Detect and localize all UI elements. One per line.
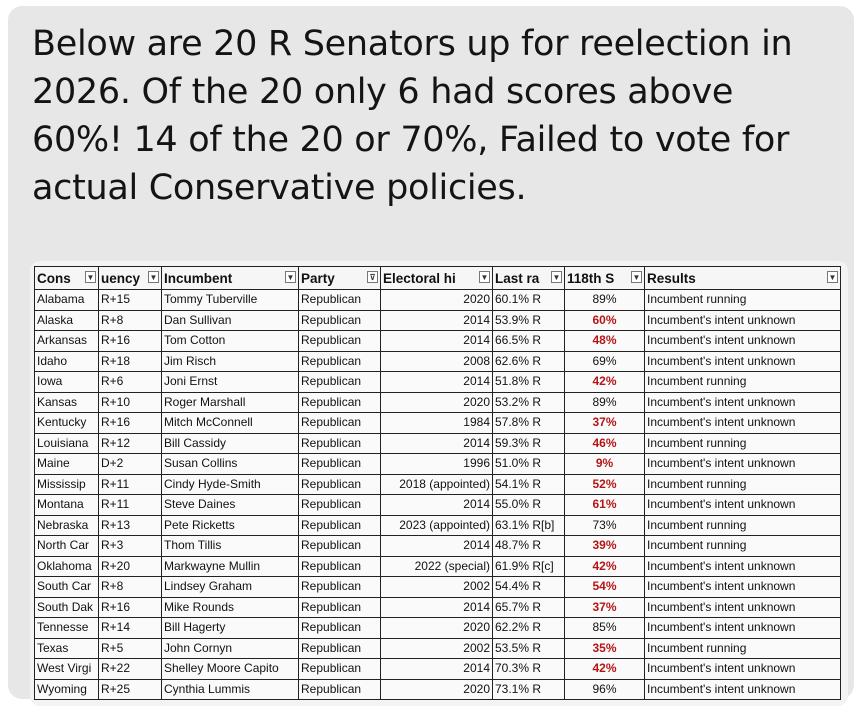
cell-result[interactable]: Incumbent's intent unknown: [645, 331, 841, 352]
cell-pvi[interactable]: R+16: [99, 331, 162, 352]
dropdown-filter-icon[interactable]: ▼: [480, 273, 489, 282]
col-header-results[interactable]: Results ▼: [645, 267, 841, 290]
cell-state[interactable]: West Virgi: [35, 659, 99, 680]
cell-118th-score[interactable]: 73%: [565, 515, 645, 536]
cell-pvi[interactable]: R+12: [99, 433, 162, 454]
cell-state[interactable]: North Car: [35, 536, 99, 557]
cell-118th-score[interactable]: 96%: [565, 679, 645, 700]
cell-electoral-history[interactable]: 2014: [381, 495, 493, 516]
dropdown-filter-icon[interactable]: ▼: [552, 273, 561, 282]
cell-result[interactable]: Incumbent's intent unknown: [645, 351, 841, 372]
cell-electoral-history[interactable]: 2022 (special): [381, 556, 493, 577]
cell-state[interactable]: Montana: [35, 495, 99, 516]
cell-118th-score[interactable]: 52%: [565, 474, 645, 495]
cell-118th-score[interactable]: 42%: [565, 659, 645, 680]
post-card: [8, 6, 854, 699]
cell-state[interactable]: Maine: [35, 454, 99, 475]
cell-118th-score[interactable]: 60%: [565, 310, 645, 331]
cell-electoral-history[interactable]: 2014: [381, 659, 493, 680]
cell-result[interactable]: Incumbent's intent unknown: [645, 413, 841, 434]
cell-118th-score[interactable]: 42%: [565, 372, 645, 393]
table-row: [35, 372, 841, 393]
cell-last-race[interactable]: 63.1% R[b]: [493, 515, 565, 536]
cell-pvi[interactable]: R+13: [99, 515, 162, 536]
table-row: [35, 536, 841, 557]
cell-pvi[interactable]: R+8: [99, 310, 162, 331]
cell-state[interactable]: Oklahoma: [35, 556, 99, 577]
cell-party[interactable]: Republican: [299, 433, 381, 454]
cell-118th-score[interactable]: 89%: [565, 392, 645, 413]
cell-last-race[interactable]: 65.7% R: [493, 597, 565, 618]
cell-party[interactable]: Republican: [299, 577, 381, 598]
cell-incumbent[interactable]: Susan Collins: [162, 454, 299, 475]
col-header-pvi[interactable]: uency ▼: [99, 267, 162, 290]
cell-pvi[interactable]: R+18: [99, 351, 162, 372]
cell-party[interactable]: Republican: [299, 679, 381, 700]
spreadsheet-image: [30, 261, 848, 706]
cell-last-race[interactable]: 55.0% R: [493, 495, 565, 516]
cell-last-race[interactable]: 62.2% R: [493, 618, 565, 639]
col-header-party[interactable]: Party ⊽: [299, 267, 381, 290]
cell-incumbent[interactable]: Mitch McConnell: [162, 413, 299, 434]
cell-result[interactable]: Incumbent running: [645, 290, 841, 311]
cell-incumbent[interactable]: Joni Ernst: [162, 372, 299, 393]
cell-pvi[interactable]: R+8: [99, 577, 162, 598]
cell-electoral-history[interactable]: 2018 (appointed): [381, 474, 493, 495]
cell-118th-score[interactable]: 46%: [565, 433, 645, 454]
cell-incumbent[interactable]: Bill Hagerty: [162, 618, 299, 639]
cell-pvi[interactable]: R+20: [99, 556, 162, 577]
cell-electoral-history[interactable]: 2002: [381, 577, 493, 598]
cell-result[interactable]: Incumbent running: [645, 433, 841, 454]
cell-last-race[interactable]: 53.2% R: [493, 392, 565, 413]
cell-party[interactable]: Republican: [299, 290, 381, 311]
cell-result[interactable]: Incumbent's intent unknown: [645, 495, 841, 516]
cell-party[interactable]: Republican: [299, 638, 381, 659]
cell-state[interactable]: Tennesse: [35, 618, 99, 639]
cell-last-race[interactable]: 60.1% R: [493, 290, 565, 311]
cell-party[interactable]: Republican: [299, 392, 381, 413]
cell-incumbent[interactable]: Pete Ricketts: [162, 515, 299, 536]
table-body: [35, 290, 841, 700]
cell-118th-score[interactable]: 35%: [565, 638, 645, 659]
cell-state[interactable]: Wyoming: [35, 679, 99, 700]
cell-electoral-history[interactable]: 2020: [381, 679, 493, 700]
cell-pvi[interactable]: R+6: [99, 372, 162, 393]
table-row: [35, 638, 841, 659]
cell-118th-score[interactable]: 9%: [565, 454, 645, 475]
cell-electoral-history[interactable]: 2014: [381, 597, 493, 618]
cell-118th-score[interactable]: 54%: [565, 577, 645, 598]
table-row: [35, 597, 841, 618]
cell-electoral-history[interactable]: 1984: [381, 413, 493, 434]
cell-state[interactable]: Mississip: [35, 474, 99, 495]
cell-state[interactable]: Arkansas: [35, 331, 99, 352]
cell-electoral-history[interactable]: 2020: [381, 618, 493, 639]
col-header-incumbent[interactable]: Incumbent ▼: [162, 267, 299, 290]
cell-pvi[interactable]: R+16: [99, 597, 162, 618]
cell-last-race[interactable]: 53.9% R: [493, 310, 565, 331]
cell-state[interactable]: Iowa: [35, 372, 99, 393]
cell-result[interactable]: Incumbent running: [645, 515, 841, 536]
cell-electoral-history[interactable]: 2020: [381, 290, 493, 311]
cell-electoral-history[interactable]: 2014: [381, 372, 493, 393]
cell-electoral-history[interactable]: 2014: [381, 433, 493, 454]
cell-result[interactable]: Incumbent running: [645, 474, 841, 495]
dropdown-filter-icon[interactable]: ▼: [632, 273, 641, 282]
cell-result[interactable]: Incumbent running: [645, 372, 841, 393]
cell-result[interactable]: Incumbent's intent unknown: [645, 310, 841, 331]
cell-party[interactable]: Republican: [299, 515, 381, 536]
cell-state[interactable]: Texas: [35, 638, 99, 659]
cell-electoral-history[interactable]: 2014: [381, 536, 493, 557]
cell-result[interactable]: Incumbent's intent unknown: [645, 577, 841, 598]
table-row: [35, 679, 841, 700]
table-row: [35, 556, 841, 577]
table-row: [35, 413, 841, 434]
filter-active-icon[interactable]: ⊽: [367, 271, 378, 283]
cell-118th-score[interactable]: 48%: [565, 331, 645, 352]
cell-result[interactable]: Incumbent's intent unknown: [645, 454, 841, 475]
col-header-constituency[interactable]: Cons ▼: [35, 267, 99, 290]
cell-last-race[interactable]: 73.1% R: [493, 679, 565, 700]
dropdown-filter-icon[interactable]: ▼: [149, 273, 158, 282]
cell-last-race[interactable]: 51.8% R: [493, 372, 565, 393]
cell-118th-score[interactable]: 37%: [565, 597, 645, 618]
cell-pvi[interactable]: R+11: [99, 495, 162, 516]
dropdown-filter-icon[interactable]: ▼: [286, 273, 295, 282]
cell-last-race[interactable]: 53.5% R: [493, 638, 565, 659]
table-row: [35, 433, 841, 454]
cell-last-race[interactable]: 54.4% R: [493, 577, 565, 598]
cell-party[interactable]: Republican: [299, 351, 381, 372]
cell-incumbent[interactable]: Cynthia Lummis: [162, 679, 299, 700]
cell-party[interactable]: Republican: [299, 556, 381, 577]
cell-party[interactable]: Republican: [299, 495, 381, 516]
cell-incumbent[interactable]: Roger Marshall: [162, 392, 299, 413]
table-row: [35, 290, 841, 311]
cell-electoral-history[interactable]: 2008: [381, 351, 493, 372]
col-header-118th-score[interactable]: 118th S ▼: [565, 267, 645, 290]
senators-table: [34, 266, 841, 700]
cell-last-race[interactable]: 62.6% R: [493, 351, 565, 372]
cell-result[interactable]: Incumbent running: [645, 536, 841, 557]
cell-party[interactable]: Republican: [299, 536, 381, 557]
cell-party[interactable]: Republican: [299, 618, 381, 639]
dropdown-filter-icon[interactable]: ▼: [86, 273, 95, 282]
cell-last-race[interactable]: 48.7% R: [493, 536, 565, 557]
cell-last-race[interactable]: 59.3% R: [493, 433, 565, 454]
header-row: [35, 267, 841, 290]
cell-118th-score[interactable]: 37%: [565, 413, 645, 434]
cell-incumbent[interactable]: Shelley Moore Capito: [162, 659, 299, 680]
cell-incumbent[interactable]: Steve Daines: [162, 495, 299, 516]
cell-incumbent[interactable]: Tommy Tuberville: [162, 290, 299, 311]
table-row: [35, 618, 841, 639]
cell-party[interactable]: Republican: [299, 474, 381, 495]
cell-party[interactable]: Republican: [299, 659, 381, 680]
cell-party[interactable]: Republican: [299, 597, 381, 618]
cell-electoral-history[interactable]: 2002: [381, 638, 493, 659]
table-row: [35, 392, 841, 413]
cell-electoral-history[interactable]: 2023 (appointed): [381, 515, 493, 536]
cell-state[interactable]: Idaho: [35, 351, 99, 372]
cell-incumbent[interactable]: Markwayne Mullin: [162, 556, 299, 577]
cell-pvi[interactable]: R+15: [99, 290, 162, 311]
cell-pvi[interactable]: R+5: [99, 638, 162, 659]
cell-state[interactable]: Louisiana: [35, 433, 99, 454]
cell-result[interactable]: Incumbent's intent unknown: [645, 392, 841, 413]
cell-result[interactable]: Incumbent's intent unknown: [645, 659, 841, 680]
cell-pvi[interactable]: R+10: [99, 392, 162, 413]
table-row: [35, 495, 841, 516]
cell-last-race[interactable]: 61.9% R[c]: [493, 556, 565, 577]
cell-state[interactable]: Alabama: [35, 290, 99, 311]
cell-last-race[interactable]: 57.8% R: [493, 413, 565, 434]
table-row: [35, 351, 841, 372]
cell-electoral-history[interactable]: 1996: [381, 454, 493, 475]
cell-result[interactable]: Incumbent's intent unknown: [645, 556, 841, 577]
dropdown-filter-icon[interactable]: ▼: [828, 273, 837, 282]
cell-electoral-history[interactable]: 2020: [381, 392, 493, 413]
cell-last-race[interactable]: 66.5% R: [493, 331, 565, 352]
cell-result[interactable]: Incumbent's intent unknown: [645, 597, 841, 618]
cell-pvi[interactable]: R+3: [99, 536, 162, 557]
cell-incumbent[interactable]: Thom Tillis: [162, 536, 299, 557]
cell-electoral-history[interactable]: 2014: [381, 310, 493, 331]
cell-incumbent[interactable]: Bill Cassidy: [162, 433, 299, 454]
table-row: [35, 310, 841, 331]
cell-118th-score[interactable]: 89%: [565, 290, 645, 311]
cell-last-race[interactable]: 54.1% R: [493, 474, 565, 495]
table-row: [35, 659, 841, 680]
col-header-electoral-history[interactable]: Electoral hi ▼: [381, 267, 493, 290]
table-row: [35, 577, 841, 598]
cell-party[interactable]: Republican: [299, 413, 381, 434]
cell-118th-score[interactable]: 39%: [565, 536, 645, 557]
cell-party[interactable]: Republican: [299, 372, 381, 393]
table-row: [35, 454, 841, 475]
cell-result[interactable]: Incumbent's intent unknown: [645, 618, 841, 639]
cell-result[interactable]: Incumbent running: [645, 638, 841, 659]
cell-pvi[interactable]: R+22: [99, 659, 162, 680]
cell-state[interactable]: Alaska: [35, 310, 99, 331]
cell-pvi[interactable]: R+11: [99, 474, 162, 495]
cell-pvi[interactable]: R+14: [99, 618, 162, 639]
cell-118th-score[interactable]: 61%: [565, 495, 645, 516]
cell-pvi[interactable]: R+16: [99, 413, 162, 434]
cell-state[interactable]: South Dak: [35, 597, 99, 618]
cell-118th-score[interactable]: 42%: [565, 556, 645, 577]
cell-state[interactable]: South Car: [35, 577, 99, 598]
cell-state[interactable]: Kentucky: [35, 413, 99, 434]
cell-party[interactable]: Republican: [299, 454, 381, 475]
cell-incumbent[interactable]: Tom Cotton: [162, 331, 299, 352]
cell-incumbent[interactable]: Jim Risch: [162, 351, 299, 372]
table-row: [35, 331, 841, 352]
col-header-last-race[interactable]: Last ra ▼: [493, 267, 565, 290]
cell-118th-score[interactable]: 85%: [565, 618, 645, 639]
cell-last-race[interactable]: 51.0% R: [493, 454, 565, 475]
cell-electoral-history[interactable]: 2014: [381, 331, 493, 352]
cell-incumbent[interactable]: John Cornyn: [162, 638, 299, 659]
table-row: [35, 515, 841, 536]
cell-incumbent[interactable]: Lindsey Graham: [162, 577, 299, 598]
cell-last-race[interactable]: 70.3% R: [493, 659, 565, 680]
cell-incumbent[interactable]: Cindy Hyde-Smith: [162, 474, 299, 495]
cell-state[interactable]: Kansas: [35, 392, 99, 413]
cell-party[interactable]: Republican: [299, 310, 381, 331]
cell-state[interactable]: Nebraska: [35, 515, 99, 536]
cell-pvi[interactable]: D+2: [99, 454, 162, 475]
cell-incumbent[interactable]: Dan Sullivan: [162, 310, 299, 331]
cell-118th-score[interactable]: 69%: [565, 351, 645, 372]
post-text: Below are 20 R Senators up for reelection in 2026. Of the 20 only 6 had scores above 60%! 14 of the 20 or 70%, Failed to vote for actual Conservative policies.: [32, 24, 793, 208]
cell-incumbent[interactable]: Mike Rounds: [162, 597, 299, 618]
cell-result[interactable]: Incumbent's intent unknown: [645, 679, 841, 700]
table-row: [35, 474, 841, 495]
cell-pvi[interactable]: R+25: [99, 679, 162, 700]
cell-party[interactable]: Republican: [299, 331, 381, 352]
